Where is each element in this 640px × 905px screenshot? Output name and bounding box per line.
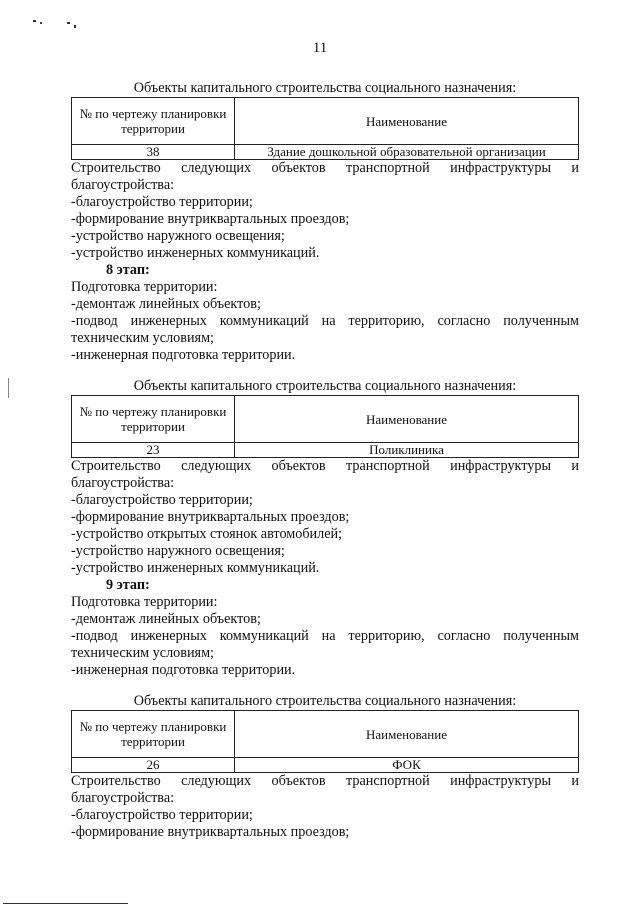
list-item: -формирование внутриквартальных проездов; [71, 509, 350, 525]
construction-intro-cont: благоустройства: [71, 475, 175, 491]
scan-speck [67, 22, 70, 24]
table-header-row [72, 396, 579, 443]
table-header-row [72, 711, 579, 758]
list-item: -инженерная подготовка территории. [71, 662, 296, 678]
prep-heading: Подготовка территории: [71, 279, 218, 295]
scan-speck [33, 20, 36, 22]
stage-heading: 8 этап: [106, 262, 150, 278]
header-cell-name: Наименование [235, 396, 579, 443]
cell-name: ФОК [235, 758, 579, 773]
construction-intro-cont: благоустройства: [71, 177, 175, 193]
objects-table [71, 395, 579, 458]
list-item: -благоустройство территории; [71, 807, 253, 823]
footnote-rule [3, 903, 128, 904]
list-item: -инженерная подготовка территории. [71, 347, 296, 363]
cell-number: 23 [72, 443, 235, 458]
table-row [72, 758, 579, 773]
prep-heading: Подготовка территории: [71, 594, 218, 610]
list-item: -устройство инженерных коммуникаций. [71, 245, 320, 261]
construction-intro-cont: благоустройства: [71, 790, 175, 806]
list-item: -устройство открытых стоянок автомобилей; [71, 526, 343, 542]
list-item: -устройство инженерных коммуникаций. [71, 560, 320, 576]
list-item: -устройство наружного освещения; [71, 228, 285, 244]
header-cell-name: Наименование [235, 98, 579, 145]
cell-name: Поликлиника [235, 443, 579, 458]
list-item-cont: техническим условиям; [71, 645, 214, 661]
table-caption: Объекты капитального строительства социального назначения: [133, 378, 517, 394]
construction-intro: Строительство следующих объектов транспортной инфраструктуры и [71, 773, 579, 789]
table-row [72, 443, 579, 458]
table-row [72, 145, 579, 160]
header-cell-number: № по чертежу планировки территории [72, 98, 235, 145]
list-item-cont: техническим условиям; [71, 330, 214, 346]
list-item: -благоустройство территории; [71, 194, 253, 210]
list-item: -демонтаж линейных объектов; [71, 296, 261, 312]
list-item: -благоустройство территории; [71, 492, 253, 508]
scan-speck [74, 25, 76, 28]
list-item: -подвод инженерных коммуникаций на территорию, согласно полученным [71, 313, 579, 329]
list-item: -формирование внутриквартальных проездов; [71, 824, 350, 840]
spacer [71, 364, 579, 378]
header-cell-number: № по чертежу планировки территории [72, 711, 235, 758]
cell-number: 26 [72, 758, 235, 773]
page-number: 11 [312, 40, 328, 56]
scan-speck [40, 22, 42, 24]
page-body [71, 80, 579, 841]
cell-number: 38 [72, 145, 235, 160]
table-caption: Объекты капитального строительства социального назначения: [133, 80, 517, 96]
list-item: -подвод инженерных коммуникаций на территорию, согласно полученным [71, 628, 579, 644]
margin-mark [8, 378, 9, 398]
objects-table [71, 97, 579, 160]
header-cell-number: № по чертежу планировки территории [72, 396, 235, 443]
table-caption: Объекты капитального строительства социального назначения: [133, 693, 517, 709]
table-header-row [72, 98, 579, 145]
spacer [71, 679, 579, 693]
list-item: -демонтаж линейных объектов; [71, 611, 261, 627]
list-item: -устройство наружного освещения; [71, 543, 285, 559]
list-item: -формирование внутриквартальных проездов; [71, 211, 350, 227]
header-cell-name: Наименование [235, 711, 579, 758]
objects-table [71, 710, 579, 773]
construction-intro: Строительство следующих объектов транспортной инфраструктуры и [71, 160, 579, 176]
cell-name: Здание дошкольной образовательной организации [235, 145, 579, 160]
stage-heading: 9 этап: [106, 577, 150, 593]
construction-intro: Строительство следующих объектов транспортной инфраструктуры и [71, 458, 579, 474]
